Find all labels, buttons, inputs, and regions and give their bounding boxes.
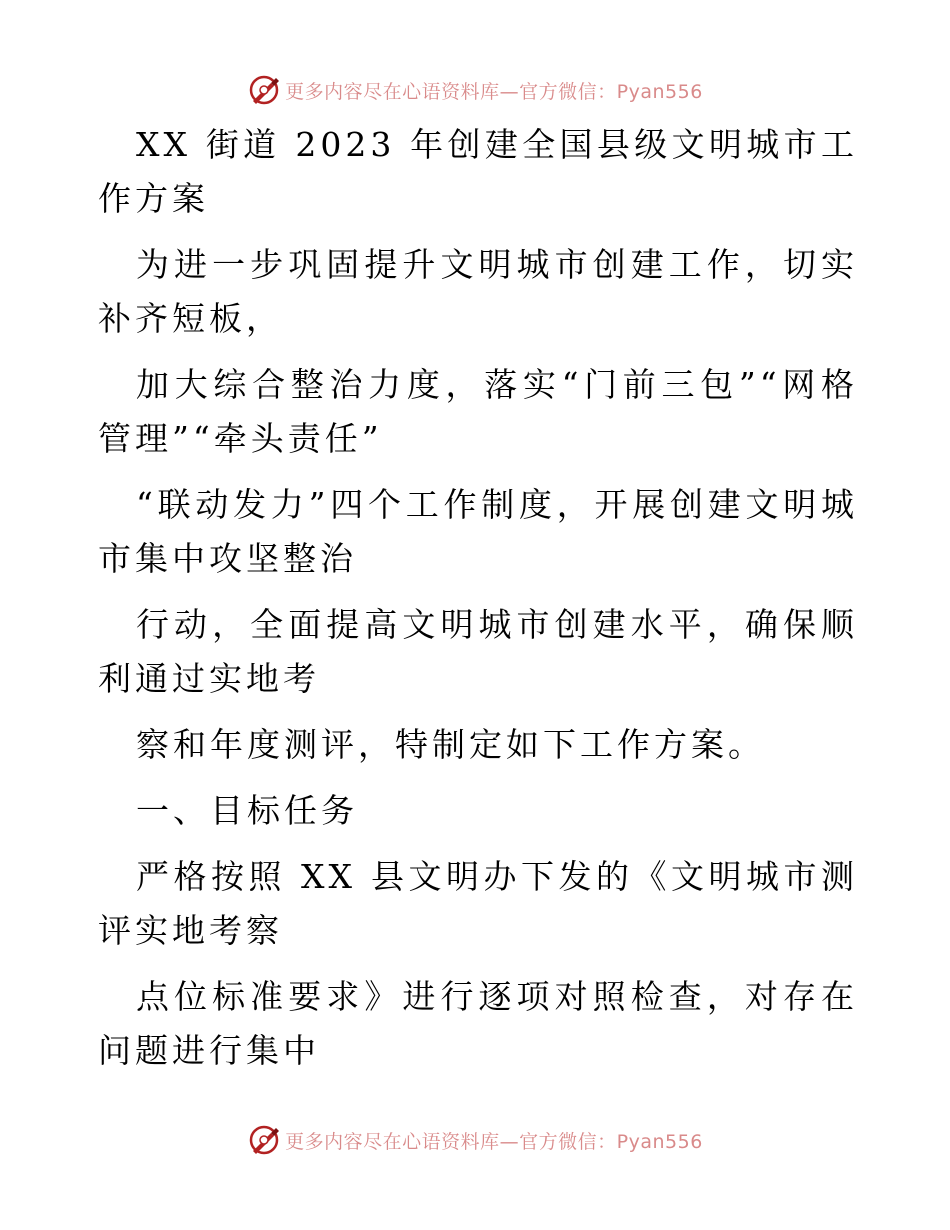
watermark-text: 更多内容尽在心语资料库—官方微信：Pyan556 xyxy=(285,80,703,103)
pen-logo-icon xyxy=(247,1123,281,1157)
pen-logo-icon xyxy=(247,73,281,107)
paragraph: 察和年度测评，特制定如下工作方案。 xyxy=(136,725,765,764)
footer-watermark xyxy=(0,1120,950,1160)
section-heading: 一、目标任务 xyxy=(136,791,358,830)
paragraph: 点位标准要求》进行逐项对照检查，对存在问题进行集中 xyxy=(98,977,858,1070)
paragraph: “联动发力”四个工作制度，开展创建文明城市集中攻坚整治 xyxy=(98,485,858,578)
paragraph: 行动，全面提高文明城市创建水平，确保顺利通过实地考 xyxy=(98,605,858,698)
document-body xyxy=(98,118,858,1078)
paragraph: 为进一步巩固提升文明城市创建工作，切实补齐短板， xyxy=(98,245,858,338)
document-title: XX 街道 2023 年创建全国县级文明城市工作方案 xyxy=(98,125,858,218)
paragraph: 严格按照 XX 县文明办下发的《文明城市测评实地考察 xyxy=(98,857,858,950)
watermark-text: 更多内容尽在心语资料库—官方微信：Pyan556 xyxy=(285,1130,703,1153)
header-watermark xyxy=(0,70,950,110)
paragraph: 加大综合整治力度，落实“门前三包”“网格管理”“牵头责任” xyxy=(98,365,858,458)
